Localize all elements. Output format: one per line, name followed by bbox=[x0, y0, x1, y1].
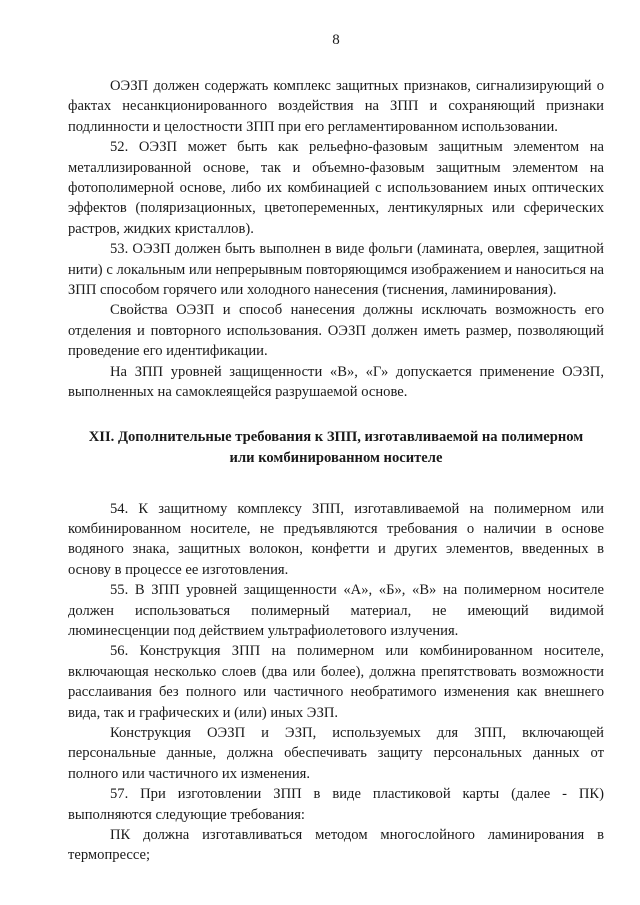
paragraph-56: 56. Конструкция ЗПП на полимерном или комбинированном носителе, включающая несколько слоев (два или более), должна препятствовать возможности расслаивания без полного или частичного необратимого изменения как внешнего вида, так и графических и (или) иных ЭЗП. bbox=[68, 643, 604, 721]
paragraph-54: 54. К защитному комплексу ЗПП, изготавливаемой на полимерном или комбинированном носителе, не предъявляются требования о наличии в основе водяного знака, защитных волокон, конфетти и других элементов, введенных в основу в процессе ее изготовления. bbox=[68, 500, 604, 578]
paragraph-oezp-properties: Свойства ОЭЗП и способ нанесения должны исключать возможность его отделения и повторного использования. ОЭЗП должен иметь размер, позволяющий проведение его идентификации. bbox=[68, 302, 604, 360]
section-heading-line-1: XII. Дополнительные требования к ЗПП, изготавливаемой на полимерном bbox=[88, 428, 584, 445]
document-page bbox=[68, 30, 604, 866]
section-heading-xii bbox=[68, 427, 604, 469]
section-heading-line-2: или комбинированном носителе bbox=[229, 449, 443, 466]
paragraph-self-adhesive: На ЗПП уровней защищенности «В», «Г» допускается применение ОЭЗП, выполненных на самоклеящейся разрушаемой основе. bbox=[68, 363, 604, 401]
paragraph-personal-data: Конструкция ОЭЗП и ЭЗП, используемых для ЗПП, включающей персональные данные, должна обеспечивать защиту персональных данных от полного или частичного их изменения. bbox=[68, 724, 604, 782]
paragraph-52: 52. ОЭЗП может быть как рельефно-фазовым защитным элементом на металлизированной основе, так и объемно-фазовым защитным элементом на фотополимерной основе, либо их комбинацией с использованием иных оптических эффектов (поляризационных, цветопеременных, лентикулярных или сферических растров, жидких кристаллов). bbox=[68, 139, 604, 237]
page-number: 8 bbox=[332, 32, 340, 48]
paragraph-57: 57. При изготовлении ЗПП в виде пластиковой карты (далее - ПК) выполняются следующие требования: bbox=[68, 786, 604, 823]
paragraph-lamination: ПК должна изготавливаться методом многослойного ламинирования в термопрессе; bbox=[68, 827, 604, 864]
paragraph-53: 53. ОЭЗП должен быть выполнен в виде фольги (ламината, оверлея, защитной нити) с локальным или непрерывным повторяющимся изображением и наноситься на ЗПП способом горячего или холодного нанесения (тиснения, ламинирования). bbox=[68, 241, 604, 299]
paragraph-55: 55. В ЗПП уровней защищенности «А», «Б», «В» на полимерном носителе должен использоваться полимерный материал, не имеющий видимой люминесценции под действием ультрафиолетового излучения. bbox=[68, 582, 604, 639]
paragraph-oezp-features: ОЭЗП должен содержать комплекс защитных признаков, сигнализирующий о фактах несанкционированного воздействия на ЗПП и сохраняющий признаки подлинности и целостности ЗПП при его регламентированном использовании. bbox=[68, 78, 604, 135]
